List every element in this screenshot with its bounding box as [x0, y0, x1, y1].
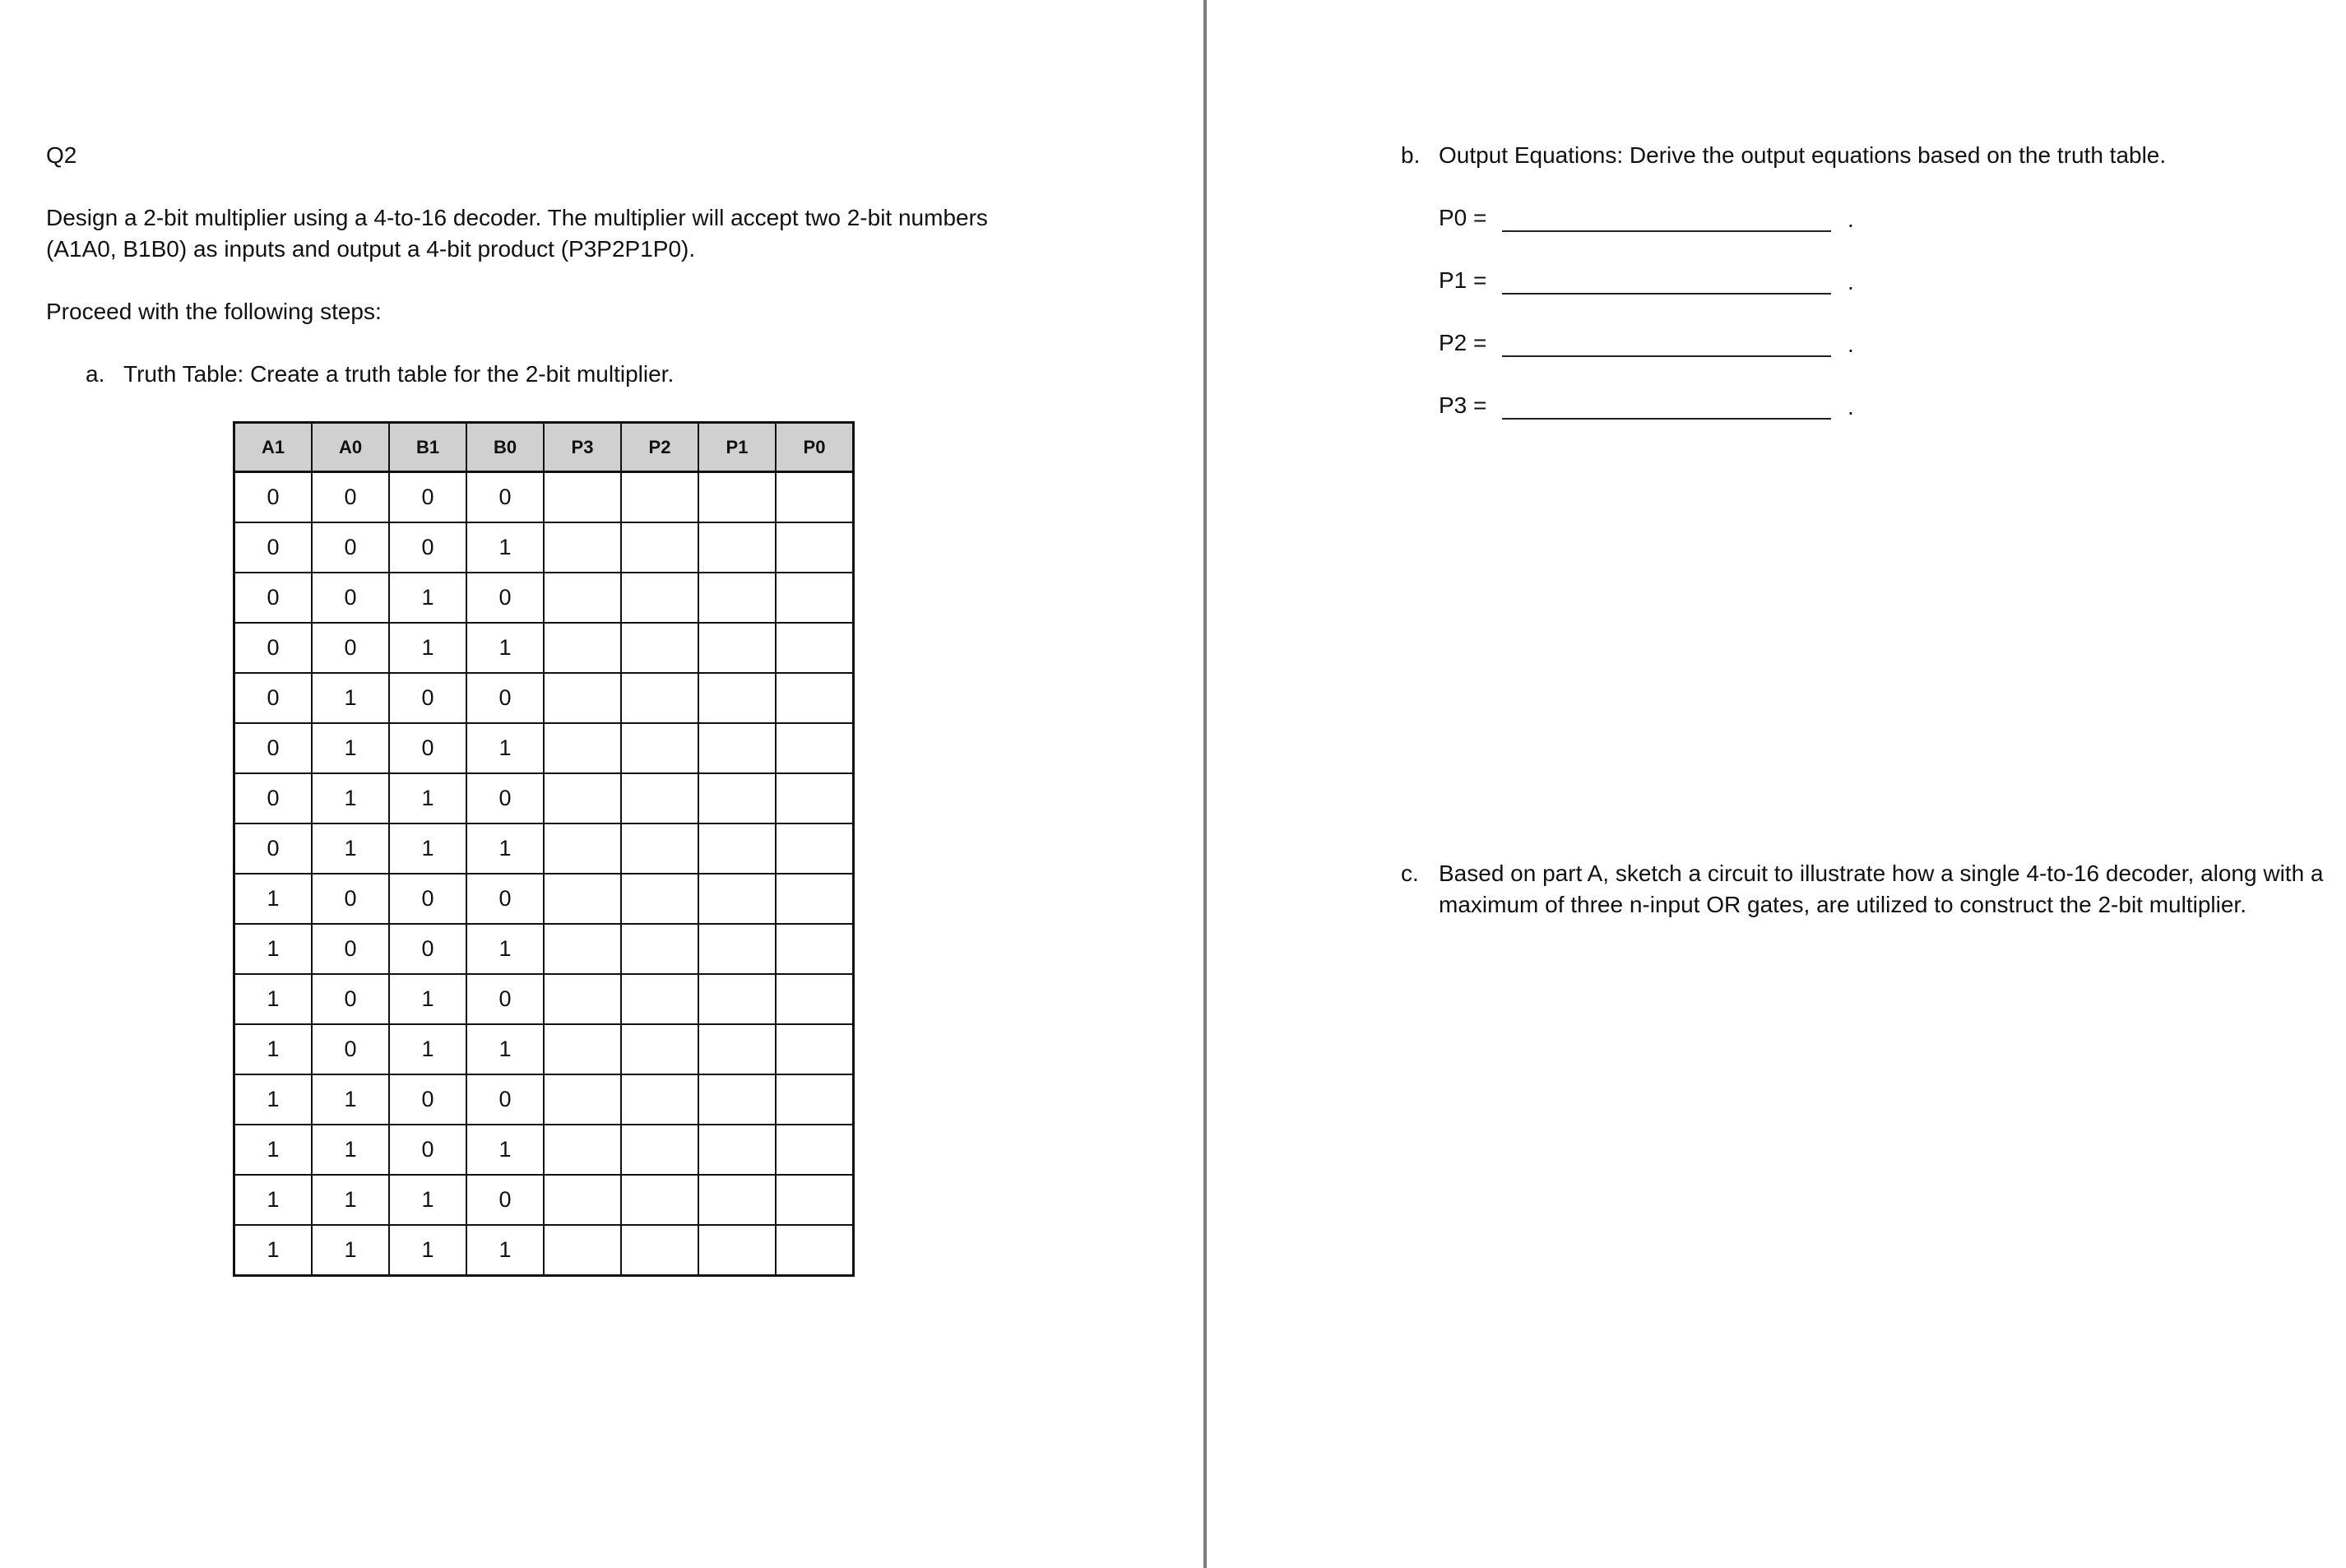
cell-p3[interactable]	[544, 823, 621, 874]
cell-p1[interactable]	[698, 723, 776, 773]
cell-p2[interactable]	[621, 673, 698, 723]
equation-end-p1: .	[1848, 269, 1854, 295]
cell-p2[interactable]	[621, 623, 698, 673]
cell-a0: 1	[312, 773, 389, 823]
cell-p2[interactable]	[621, 522, 698, 573]
cell-a0: 0	[312, 472, 389, 523]
equation-label-p2: P2 =	[1439, 330, 1487, 355]
cell-p0[interactable]	[776, 723, 854, 773]
cell-p1[interactable]	[698, 1175, 776, 1225]
cell-p3[interactable]	[544, 974, 621, 1024]
cell-a1: 1	[234, 1125, 313, 1175]
cell-p2[interactable]	[621, 823, 698, 874]
cell-p3[interactable]	[544, 472, 621, 523]
cell-b1: 0	[389, 673, 466, 723]
answer-blank-p2[interactable]	[1502, 355, 1831, 357]
header-p3: P3	[544, 423, 621, 472]
cell-a1: 0	[234, 823, 313, 874]
table-row	[234, 623, 854, 673]
cell-p0[interactable]	[776, 974, 854, 1024]
cell-p0[interactable]	[776, 522, 854, 573]
cell-p0[interactable]	[776, 472, 854, 523]
step-c-line-1: Based on part A, sketch a circuit to illustrate how a single 4-to-16 decoder, along with a	[1439, 861, 2324, 886]
cell-p1[interactable]	[698, 673, 776, 723]
equation-label-p0: P0 =	[1439, 205, 1487, 230]
cell-b0: 0	[466, 773, 544, 823]
cell-p1[interactable]	[698, 874, 776, 924]
cell-p3[interactable]	[544, 673, 621, 723]
cell-p0[interactable]	[776, 573, 854, 623]
equation-end-p2: .	[1848, 332, 1854, 357]
cell-p0[interactable]	[776, 874, 854, 924]
cell-p1[interactable]	[698, 823, 776, 874]
cell-p2[interactable]	[621, 1125, 698, 1175]
truth-table-header-row	[234, 423, 854, 472]
cell-p2[interactable]	[621, 472, 698, 523]
cell-a1: 0	[234, 723, 313, 773]
cell-p2[interactable]	[621, 773, 698, 823]
cell-a0: 1	[312, 1175, 389, 1225]
step-c-marker: c.	[1401, 861, 1419, 886]
step-c-line-2: maximum of three n-input OR gates, are utilized to construct the 2-bit multiplier.	[1439, 892, 2246, 917]
table-row	[234, 673, 854, 723]
header-p1: P1	[698, 423, 776, 472]
cell-p3[interactable]	[544, 522, 621, 573]
equation-end-p0: .	[1848, 206, 1854, 232]
cell-b0: 0	[466, 974, 544, 1024]
cell-a1: 1	[234, 974, 313, 1024]
equation-label-p1: P1 =	[1439, 267, 1487, 293]
equation-p3	[1439, 390, 2261, 423]
cell-p1[interactable]	[698, 974, 776, 1024]
header-a1: A1	[234, 423, 313, 472]
cell-p0[interactable]	[776, 1225, 854, 1276]
table-row	[234, 1024, 854, 1074]
cell-b0: 0	[466, 1074, 544, 1125]
cell-p1[interactable]	[698, 773, 776, 823]
cell-b0: 1	[466, 924, 544, 974]
cell-p3[interactable]	[544, 773, 621, 823]
cell-p0[interactable]	[776, 1074, 854, 1125]
step-b-marker: b.	[1401, 142, 1421, 168]
cell-p1[interactable]	[698, 924, 776, 974]
cell-b0: 0	[466, 874, 544, 924]
cell-p0[interactable]	[776, 1024, 854, 1074]
cell-a0: 1	[312, 1074, 389, 1125]
table-row	[234, 773, 854, 823]
cell-b0: 1	[466, 1024, 544, 1074]
cell-b1: 0	[389, 472, 466, 523]
cell-b0: 0	[466, 673, 544, 723]
cell-b0: 0	[466, 1175, 544, 1225]
cell-p3[interactable]	[544, 723, 621, 773]
table-row	[234, 823, 854, 874]
cell-p2[interactable]	[621, 874, 698, 924]
table-row	[234, 1175, 854, 1225]
cell-p3[interactable]	[544, 1024, 621, 1074]
cell-p2[interactable]	[621, 1175, 698, 1225]
equation-end-p3: .	[1848, 394, 1854, 420]
cell-a1: 1	[234, 874, 313, 924]
header-b1: B1	[389, 423, 466, 472]
cell-a0: 0	[312, 924, 389, 974]
cell-b1: 0	[389, 522, 466, 573]
cell-p0[interactable]	[776, 924, 854, 974]
cell-b1: 0	[389, 1125, 466, 1175]
header-a0: A0	[312, 423, 389, 472]
cell-a1: 1	[234, 1225, 313, 1276]
cell-b0: 1	[466, 723, 544, 773]
cell-p3[interactable]	[544, 573, 621, 623]
cell-p0[interactable]	[776, 1175, 854, 1225]
cell-p0[interactable]	[776, 623, 854, 673]
cell-p1[interactable]	[698, 573, 776, 623]
cell-p0[interactable]	[776, 673, 854, 723]
cell-p3[interactable]	[544, 1125, 621, 1175]
truth-table-body	[234, 472, 854, 1276]
intro-line-1: Design a 2-bit multiplier using a 4-to-16 decoder. The multiplier will accept two 2-bit numbers	[46, 205, 988, 230]
cell-b1: 0	[389, 1074, 466, 1125]
cell-p1[interactable]	[698, 522, 776, 573]
cell-a1: 0	[234, 522, 313, 573]
cell-p1[interactable]	[698, 1024, 776, 1074]
cell-a0: 1	[312, 1125, 389, 1175]
step-a-marker: a.	[86, 361, 105, 387]
cell-a0: 0	[312, 874, 389, 924]
answer-blank-p3[interactable]	[1502, 418, 1831, 420]
cell-p2[interactable]	[621, 924, 698, 974]
cell-p0[interactable]	[776, 823, 854, 874]
cell-a0: 1	[312, 723, 389, 773]
cell-a1: 0	[234, 773, 313, 823]
table-row	[234, 924, 854, 974]
cell-b1: 1	[389, 1024, 466, 1074]
cell-a0: 1	[312, 1225, 389, 1276]
cell-a0: 0	[312, 974, 389, 1024]
equation-label-p3: P3 =	[1439, 392, 1487, 418]
equation-p2	[1439, 327, 2261, 360]
cell-b0: 0	[466, 472, 544, 523]
cell-p2[interactable]	[621, 723, 698, 773]
cell-a0: 0	[312, 623, 389, 673]
step-b-text: Output Equations: Derive the output equations based on the truth table.	[1439, 142, 2167, 168]
cell-a0: 1	[312, 673, 389, 723]
cell-p3[interactable]	[544, 924, 621, 974]
cell-a1: 1	[234, 924, 313, 974]
table-row	[234, 472, 854, 523]
cell-b0: 1	[466, 1125, 544, 1175]
cell-b0: 1	[466, 522, 544, 573]
cell-p3[interactable]	[544, 874, 621, 924]
cell-b1: 1	[389, 974, 466, 1024]
cell-a1: 1	[234, 1175, 313, 1225]
step-a-text: Truth Table: Create a truth table for the 2-bit multiplier.	[123, 361, 675, 387]
cell-p3[interactable]	[544, 623, 621, 673]
cell-b1: 0	[389, 924, 466, 974]
cell-b1: 1	[389, 1225, 466, 1276]
cell-p1[interactable]	[698, 623, 776, 673]
header-b0: B0	[466, 423, 544, 472]
cell-p0[interactable]	[776, 773, 854, 823]
cell-p2[interactable]	[621, 974, 698, 1024]
cell-b1: 1	[389, 623, 466, 673]
cell-p1[interactable]	[698, 1225, 776, 1276]
table-row	[234, 573, 854, 623]
table-row	[234, 874, 854, 924]
cell-a1: 0	[234, 673, 313, 723]
cell-p2[interactable]	[621, 573, 698, 623]
table-row	[234, 723, 854, 773]
cell-a1: 0	[234, 573, 313, 623]
cell-b1: 1	[389, 1175, 466, 1225]
cell-b1: 1	[389, 773, 466, 823]
table-row	[234, 1225, 854, 1276]
table-row	[234, 1074, 854, 1125]
cell-a0: 0	[312, 522, 389, 573]
cell-a0: 1	[312, 823, 389, 874]
question-number: Q2	[46, 142, 77, 168]
cell-a1: 0	[234, 623, 313, 673]
cell-b0: 0	[466, 573, 544, 623]
cell-p1[interactable]	[698, 1074, 776, 1125]
cell-a1: 1	[234, 1024, 313, 1074]
cell-b1: 1	[389, 823, 466, 874]
cell-b0: 1	[466, 623, 544, 673]
cell-a1: 0	[234, 472, 313, 523]
cell-b0: 1	[466, 1225, 544, 1276]
cell-a0: 0	[312, 1024, 389, 1074]
cell-p3[interactable]	[544, 1175, 621, 1225]
proceed-text: Proceed with the following steps:	[46, 299, 382, 324]
answer-blank-p1[interactable]	[1502, 293, 1831, 295]
right-page	[1207, 0, 2346, 1568]
intro-line-2: (A1A0, B1B0) as inputs and output a 4-bit product (P3P2P1P0).	[46, 236, 696, 262]
cell-a0: 0	[312, 573, 389, 623]
cell-p3[interactable]	[544, 1225, 621, 1276]
cell-p3[interactable]	[544, 1074, 621, 1125]
cell-p2[interactable]	[621, 1225, 698, 1276]
cell-p2[interactable]	[621, 1024, 698, 1074]
table-row	[234, 522, 854, 573]
truth-table	[233, 421, 855, 1277]
header-p2: P2	[621, 423, 698, 472]
table-row	[234, 974, 854, 1024]
header-p0: P0	[776, 423, 854, 472]
cell-b1: 0	[389, 874, 466, 924]
answer-blank-p0[interactable]	[1502, 230, 1831, 232]
cell-p2[interactable]	[621, 1074, 698, 1125]
equation-p1	[1439, 265, 2261, 298]
cell-a1: 1	[234, 1074, 313, 1125]
table-row	[234, 1125, 854, 1175]
cell-p1[interactable]	[698, 472, 776, 523]
equation-p0	[1439, 202, 2261, 235]
cell-b0: 1	[466, 823, 544, 874]
cell-b1: 1	[389, 573, 466, 623]
cell-b1: 0	[389, 723, 466, 773]
cell-p1[interactable]	[698, 1125, 776, 1175]
cell-p0[interactable]	[776, 1125, 854, 1175]
